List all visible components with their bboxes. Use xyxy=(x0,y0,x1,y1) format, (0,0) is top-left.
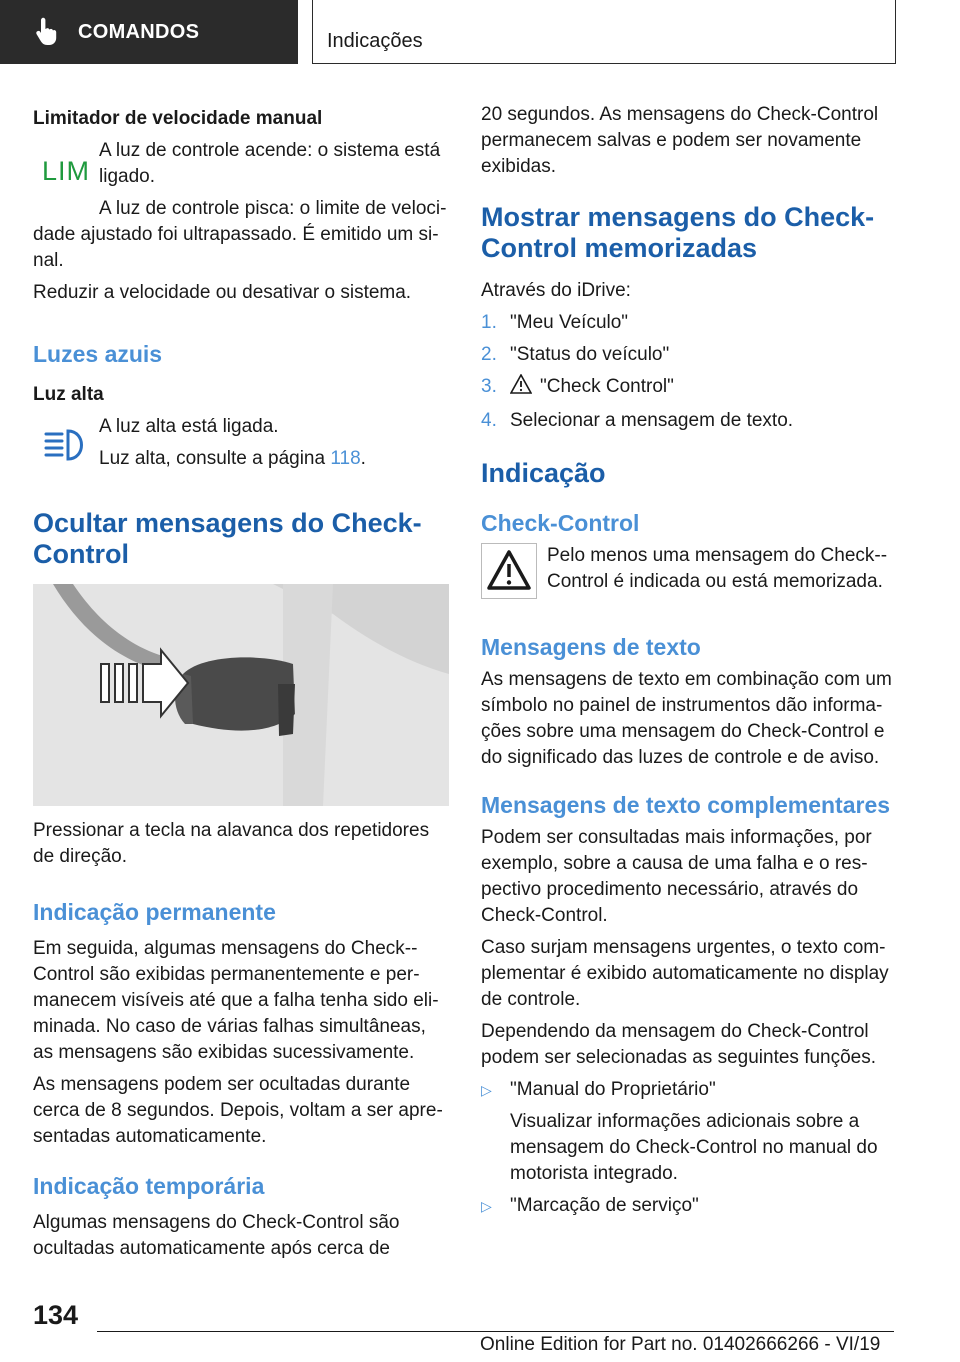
warning-triangle-small-icon xyxy=(510,374,532,402)
idrive-intro: Através do iDrive: xyxy=(481,280,631,301)
lim-text-3: Reduzir a velocidade ou desativar o sistema. xyxy=(33,282,412,303)
supplementary-text-1: Podem ser consultadas mais informações, por exemplo, sobre a causa de uma falha e o res-pectivo procedimento necessário, através do Check-Control. xyxy=(481,827,872,926)
blue-lights-heading: Luzes azuis xyxy=(33,341,163,367)
step-item: 2. "Status do veículo" xyxy=(481,344,670,365)
lim-indicator-row xyxy=(33,138,449,196)
temporary-text-1: Algumas mensagens do Check-Control são ocultadas automaticamente após cerca de xyxy=(33,1212,400,1259)
function-item: ▷ "Manual do Proprietário" xyxy=(481,1077,897,1103)
check-control-heading: Check-Control xyxy=(481,510,640,536)
supplementary-text-3: Dependendo da mensagem do Check-Control podem ser selecionadas as seguintes funções. xyxy=(481,1021,877,1068)
header-chapter-label: Indicações xyxy=(327,30,423,52)
supplementary-messages-heading: Mensagens de texto complementares xyxy=(481,792,891,818)
header-section-label: COMANDOS xyxy=(78,20,200,43)
text-messages-heading: Mensagens de texto xyxy=(481,634,701,660)
triangle-bullet-icon: ▷ xyxy=(481,1198,492,1214)
lim-text-2: A luz de controle pisca: o limite de veloci- dade ajustado foi ultrapassado. É emitido um si-nal. xyxy=(33,198,447,271)
function-item-description: Visualizar informações adicionais sobre a mensagem do Check-Control no manual do motorista integrado. xyxy=(510,1111,878,1184)
high-beam-title: Luz alta xyxy=(33,384,104,405)
lim-indicator-icon: LIM xyxy=(41,156,90,186)
high-beam-text-1: A luz alta está ligada. xyxy=(99,416,279,437)
footer-divider xyxy=(97,1331,894,1332)
function-item: ▷ "Marcação de serviço" xyxy=(481,1193,897,1219)
indication-heading: Indicação xyxy=(481,458,606,488)
page-link-118[interactable]: 118 xyxy=(330,448,361,469)
idrive-steps-list xyxy=(481,310,897,434)
page-number: 134 xyxy=(33,1300,79,1330)
left-column xyxy=(33,102,449,1268)
lim-title: Limitador de velocidade manual xyxy=(33,108,323,129)
text-messages-text: As mensagens de texto em combinação com um símbolo no painel de instrumentos dão informa-ções sobre uma mensagem do Check-Control e do significado das luzes de controle e de aviso. xyxy=(481,669,892,768)
high-beam-row xyxy=(33,414,449,478)
functions-list xyxy=(481,1077,897,1219)
turn-signal-lever-illustration xyxy=(33,584,449,806)
supplementary-text-2: Caso surjam mensagens urgentes, o texto com-plementar é exibido automaticamente no display de controle. xyxy=(481,937,889,1010)
hide-messages-heading: Ocultar mensagens do Check-Control xyxy=(33,508,422,569)
check-control-text: Pelo menos uma mensagem do Check--Control é indicada ou está memorizada. xyxy=(547,545,888,592)
permanent-text-2: As mensagens podem ser ocultadas durante cerca de 8 segundos. Depois, voltam a ser apre-sentadas automaticamente. xyxy=(33,1074,443,1147)
high-beam-icon xyxy=(42,428,90,470)
right-column xyxy=(481,102,897,1225)
permanent-display-heading: Indicação permanente xyxy=(33,899,276,925)
continued-text: 20 segundos. As mensagens do Check-Control permanecem salvas e podem ser novamente exibidas. xyxy=(481,104,879,177)
temporary-display-heading: Indicação temporária xyxy=(33,1173,265,1199)
warning-triangle-icon xyxy=(481,543,537,607)
step-item: 1. "Meu Veículo" xyxy=(481,312,629,333)
header-chapter-box xyxy=(312,0,896,64)
footer-edition: Online Edition for Part no. 01402666266 - VI/19 xyxy=(480,1334,881,1355)
show-stored-messages-heading: Mostrar mensagens do Check-Control memorizadas xyxy=(481,202,875,263)
triangle-bullet-icon: ▷ xyxy=(481,1082,492,1098)
hide-text-1: Pressionar a tecla na alavanca dos repetidores de direção. xyxy=(33,820,430,867)
permanent-text-1: Em seguida, algumas mensagens do Check--Control são exibidas permanentemente e per-manecem visíveis até que a falha tenha sido eli-minada. No caso de várias falhas simultâneas, as mensagens são exibidas sucessivamente. xyxy=(33,938,439,1063)
hand-pointer-icon xyxy=(30,15,64,49)
step-item: 3. "Check Control" xyxy=(481,374,897,402)
header-section-tab xyxy=(0,0,298,64)
check-control-row xyxy=(481,543,897,607)
step-item: 4. Selecionar a mensagem de texto. xyxy=(481,410,794,431)
lim-text-1: A luz de controle acende: o sistema está ligado. xyxy=(99,140,441,187)
high-beam-text-2: Luz alta, consulte a página 118. xyxy=(99,448,366,469)
